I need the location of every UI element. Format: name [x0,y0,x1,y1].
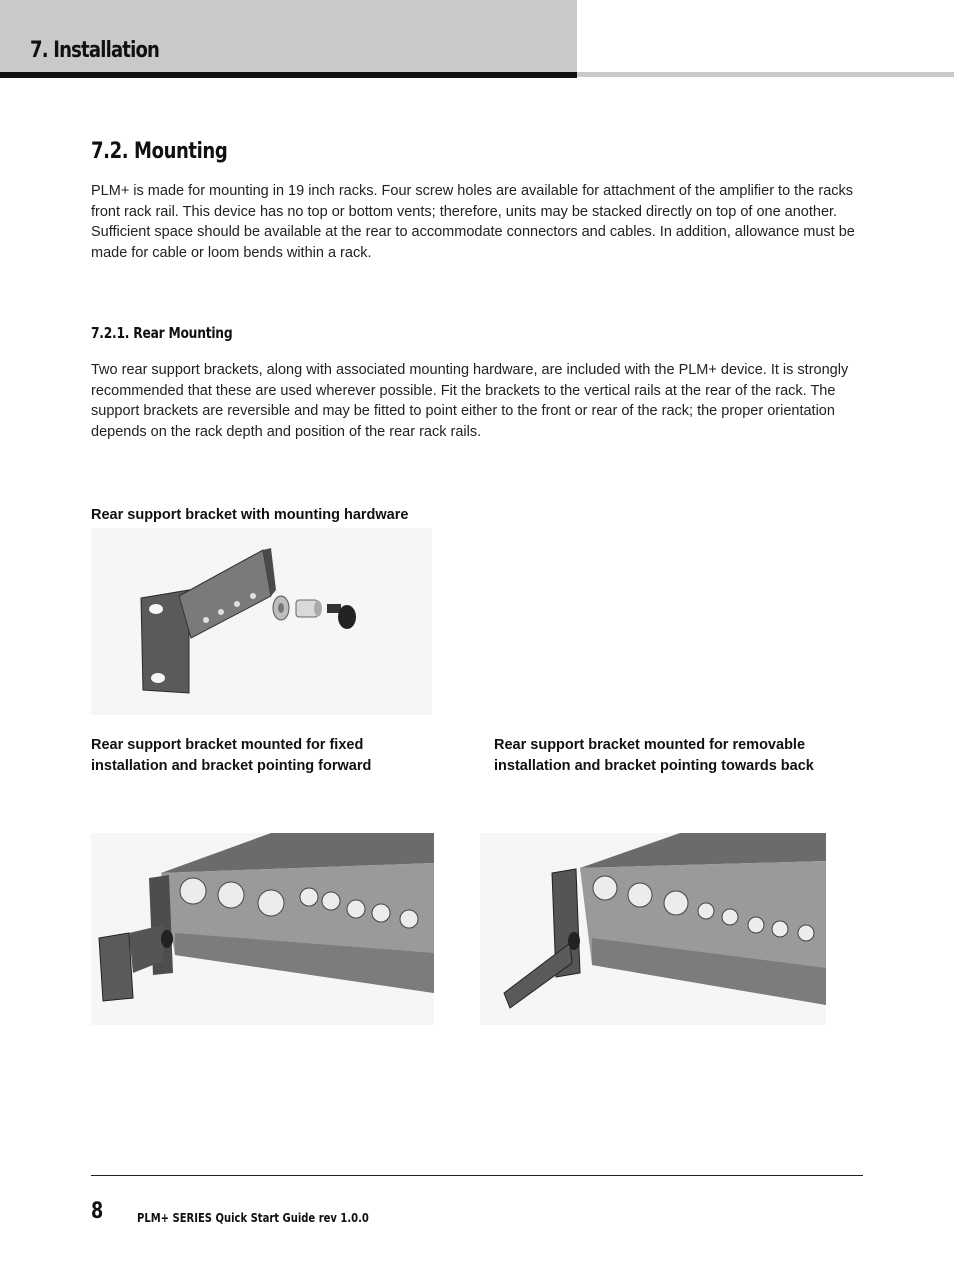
bracket-hardware-image [91,528,432,715]
page-number: 8 [91,1199,104,1224]
figure-caption-hardware: Rear support bracket with mounting hardware [91,507,409,523]
subsection-title: 7.2.1. Rear Mounting [91,324,233,342]
section-title: 7.2. Mounting [91,139,228,164]
section-body: PLM+ is made for mounting in 19 inch racks. Four screw holes are available for attachment of the amplifier to the racks front rack rail. This device has no top or bottom vents; therefore, units may be stacked directly on top of one another. Sufficient space should be available at the rear to accommodate connectors and cables. In addition, allowance must be made for cable or loom bends within a rack. [91,183,855,262]
bracket-back-image [480,833,826,1025]
header-right-rule [577,72,954,77]
footer-doc-title: PLM+ SERIES Quick Start Guide rev 1.0.0 [137,1210,369,1225]
bracket-forward-image [91,833,434,1025]
header-rule [0,72,577,78]
subsection-body: Two rear support brackets, along with associated mounting hardware, are included with the PLM+ device. It is strongly recommended that these are used wherever possible. Fit the brackets to the vertical rails at the rear of the rack. The support brackets are reversible and may be fitted to point either to the front or rear of the rack; the proper orientation depends on the rack depth and position of the rear rack rails. [91,362,849,441]
footer-rule [91,1175,863,1176]
figure-caption-forward: Rear support bracket mounted for fixed installation and bracket pointing forward [91,737,372,774]
figure-caption-back: Rear support bracket mounted for removable installation and bracket pointing towards back [494,737,814,774]
chapter-title: 7. Installation [30,38,160,63]
